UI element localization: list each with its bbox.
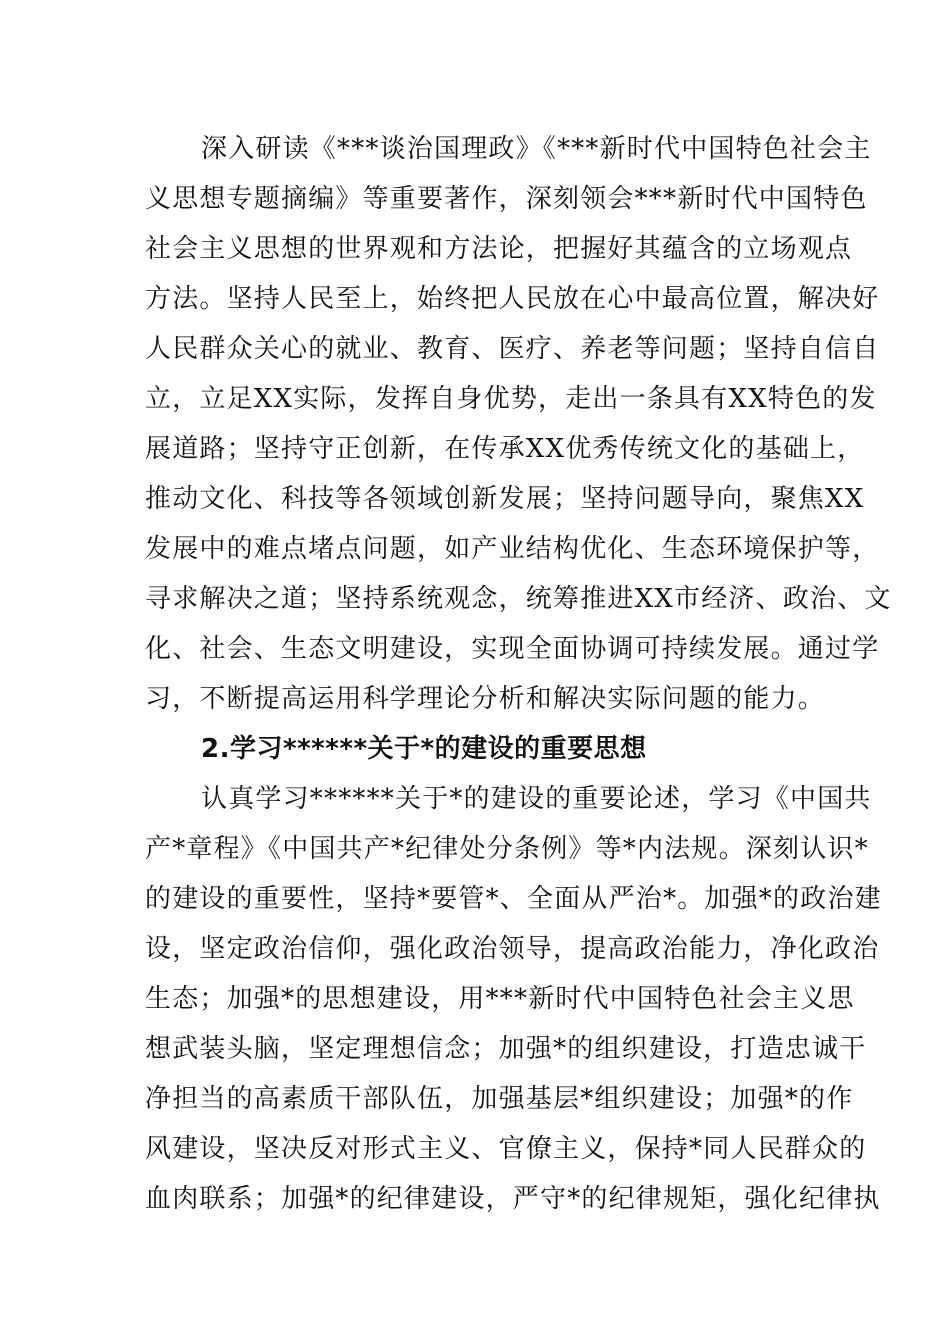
paragraph-2-line: 生态；加强*的思想建设，用***新时代中国特色社会主义思 <box>145 984 855 1014</box>
paragraph-2-line: 想武装头脑，坚定理想信念；加强*的组织建设，打造忠诚干 <box>145 1034 867 1064</box>
paragraph-2-line: 净担当的高素质干部队伍，加强基层*组织建设；加强*的作 <box>145 1084 854 1114</box>
paragraph-2-line: 的建设的重要性，坚持*要管*、全面从严治*。加强*的政治建 <box>145 884 882 914</box>
paragraph-1-line: 深入研读《***谈治国理政》《***新时代中国特色社会主 <box>201 134 872 164</box>
paragraph-1-line: 方法。坚持人民至上，始终把人民放在心中最高位置，解决好 <box>145 284 880 314</box>
paragraph-1-line: 发展中的难点堵点问题，如产业结构优化、生态环境保护等， <box>145 534 880 564</box>
paragraph-1-line: 立，立足XX实际，发挥自身优势，走出一条具有XX特色的发 <box>145 384 877 414</box>
paragraph-2-line: 血肉联系；加强*的纪律建设，严守*的纪律规矩，强化纪律执 <box>145 1184 881 1214</box>
paragraph-1-line: 社会主义思想的世界观和方法论，把握好其蕴含的立场观点 <box>145 234 853 264</box>
section-heading-2: 2.学习******关于*的建设的重要思想 <box>201 734 647 764</box>
paragraph-1-line: 义思想专题摘编》等重要著作，深刻领会***新时代中国特色 <box>145 184 868 214</box>
paragraph-2-line: 产*章程》《中国共产*纪律处分条例》等*内法规。深刻认识* <box>145 834 869 864</box>
paragraph-1-line: 展道路；坚持守正创新，在传承XX优秀传统文化的基础上， <box>145 434 865 464</box>
document-body <box>145 124 892 1224</box>
paragraph-1-line: 人民群众关心的就业、教育、医疗、养老等问题；坚持自信自 <box>145 334 880 364</box>
paragraph-2-line: 设，坚定政治信仰，强化政治领导，提高政治能力，净化政治 <box>145 934 880 964</box>
paragraph-2-line: 风建设，坚决反对形式主义、官僚主义，保持*同人民群众的 <box>145 1134 867 1164</box>
paragraph-1-line: 化、社会、生态文明建设，实现全面协调可持续发展。通过学 <box>145 634 880 664</box>
paragraph-2-line: 认真学习******关于*的建设的重要论述，学习《中国共 <box>201 784 872 814</box>
paragraph-1-line: 习，不断提高运用科学理论分析和解决实际问题的能力。 <box>145 684 826 714</box>
paragraph-1-line: 寻求解决之道；坚持系统观念，统筹推进XX市经济、政治、文 <box>145 584 892 614</box>
paragraph-1-line: 推动文化、科技等各领域创新发展；坚持问题导向，聚焦XX <box>145 484 865 514</box>
